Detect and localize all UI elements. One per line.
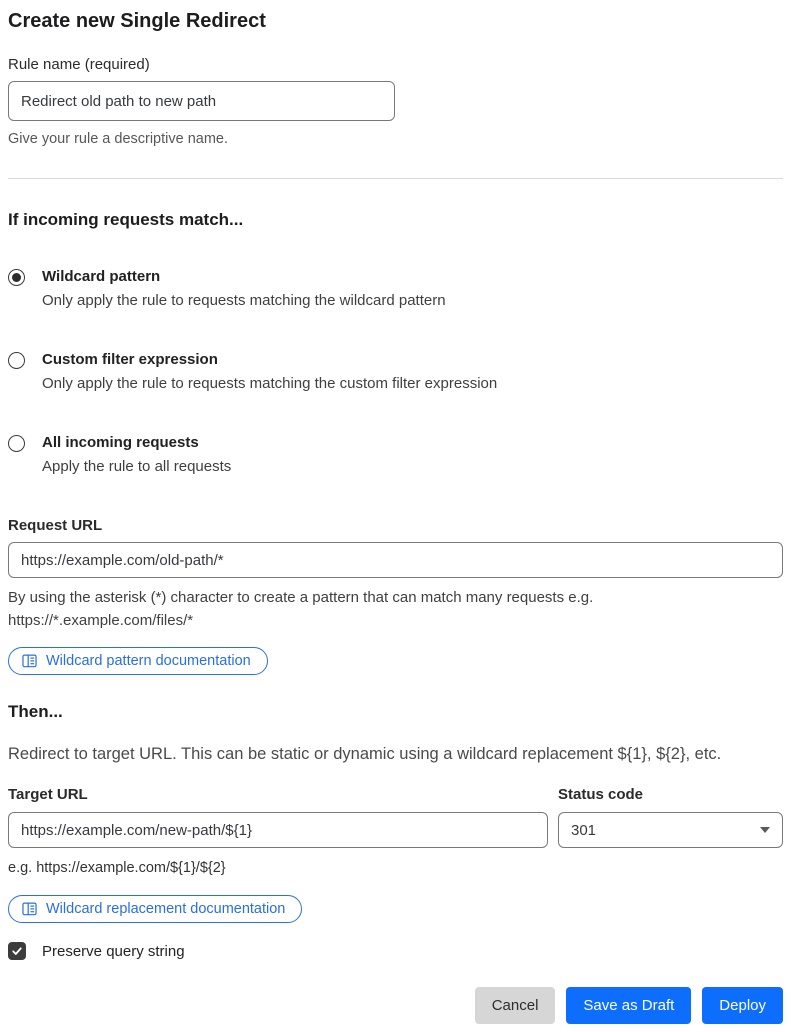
radio-description: Only apply the rule to requests matching the wildcard pattern [42,292,446,309]
radio-label: Custom filter expression [42,351,218,368]
request-url-helper-line2: https://*.example.com/files/* [8,612,194,629]
radio-button-icon[interactable] [8,352,25,369]
save-as-draft-button[interactable]: Save as Draft [566,987,691,1024]
book-icon [22,654,37,668]
match-section-heading: If incoming requests match... [8,210,244,229]
request-url-helper-line1: By using the asterisk (*) character to create a pattern that can match many requests e.g. [8,589,594,606]
wildcard-pattern-doc-button[interactable] [8,647,268,675]
deploy-button[interactable]: Deploy [702,987,783,1024]
section-divider [8,178,783,179]
radio-button-icon[interactable] [8,269,25,286]
footer-actions [8,987,783,1032]
request-url-input[interactable] [8,542,783,578]
then-description: Redirect to target URL. This can be static or dynamic using a wildcard replacement ${1}, ${2}, etc. [8,745,722,763]
radio-option-custom-filter[interactable] [8,349,783,396]
radio-button-icon[interactable] [8,435,25,452]
doc-button-label: Wildcard pattern documentation [46,652,251,669]
radio-option-all-requests[interactable] [8,432,783,479]
target-url-label: Target URL [8,786,88,803]
rule-name-helper: Give your rule a descriptive name. [8,131,229,147]
target-url-helper: e.g. https://example.com/${1}/${2} [8,860,226,876]
then-section-heading: Then... [8,702,63,721]
status-code-value: 301 [571,821,597,839]
radio-option-wildcard-pattern[interactable] [8,266,783,313]
radio-label: Wildcard pattern [42,268,161,285]
radio-description: Only apply the rule to requests matching the custom filter expression [42,375,498,392]
doc-button-label: Wildcard replacement documentation [46,900,286,917]
cancel-button[interactable]: Cancel [475,987,556,1024]
status-code-select[interactable] [558,812,783,848]
page-title: Create new Single Redirect [8,10,266,32]
preserve-query-row[interactable] [8,942,783,960]
radio-label: All incoming requests [42,434,199,451]
preserve-query-checkbox[interactable] [8,942,26,960]
wildcard-replacement-doc-button[interactable] [8,895,302,923]
request-url-label: Request URL [8,517,103,534]
target-url-input[interactable] [8,812,548,848]
rule-name-label: Rule name (required) [8,56,150,73]
check-icon [11,945,23,957]
match-type-radio-group [8,266,783,479]
status-code-label: Status code [558,786,644,803]
rule-name-input[interactable] [8,81,395,121]
chevron-down-icon [760,827,770,833]
book-icon [22,902,37,916]
preserve-query-label: Preserve query string [42,942,185,960]
radio-description: Apply the rule to all requests [42,458,232,475]
